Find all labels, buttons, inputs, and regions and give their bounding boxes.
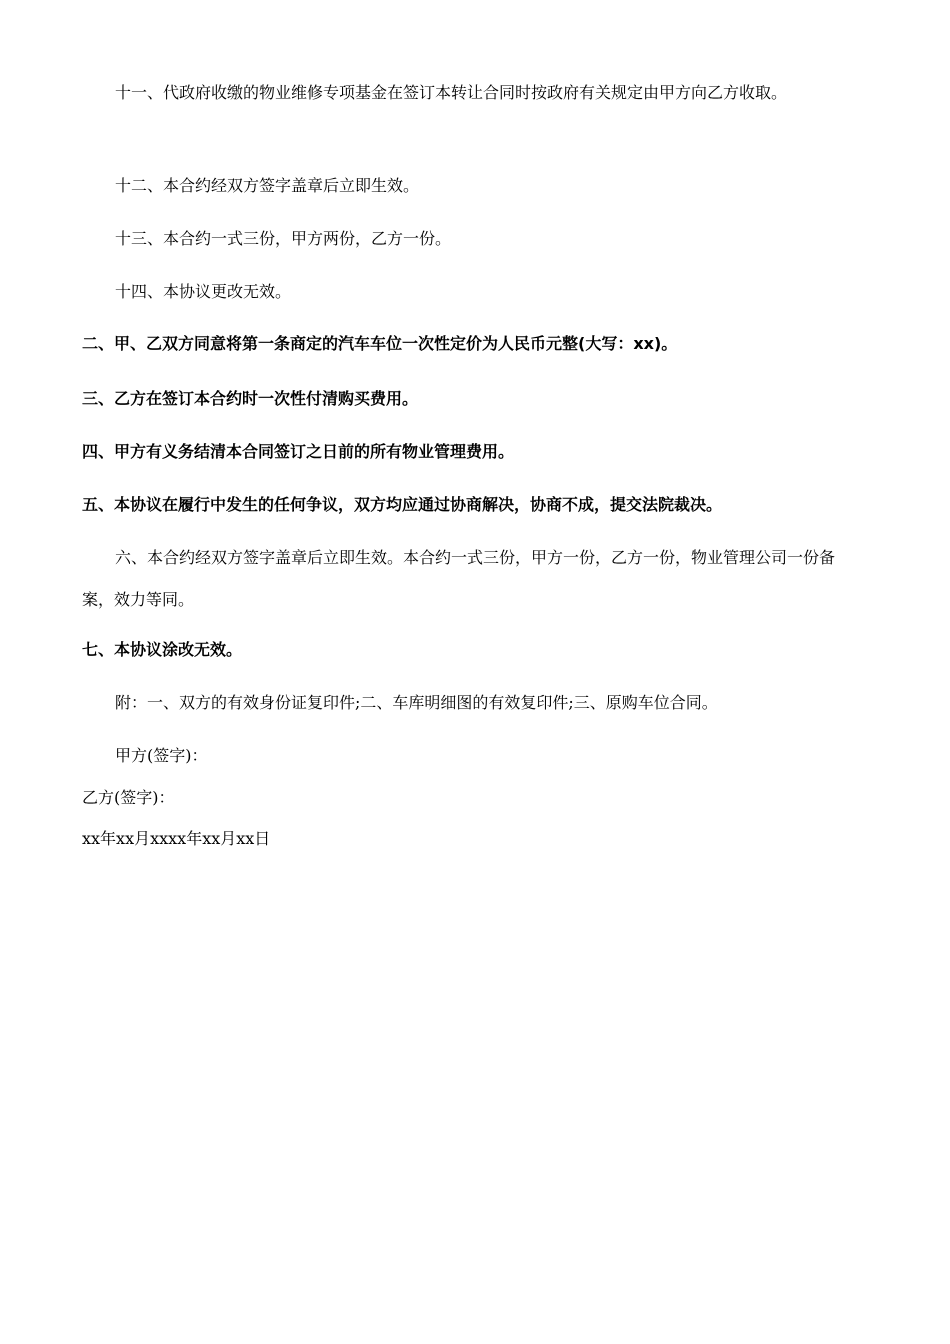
party-a-signature: 甲方(签字)： [115,746,208,765]
article-5: 五、本协议在履行中发生的任何争议，双方均应通过协商解决，协商不成，提交法院裁决。 [82,495,723,514]
article-2: 二、甲、乙双方同意将第一条商定的汽车车位一次性定价为人民币元整(大写：xx)。 [82,334,678,353]
clause-14: 十四、本协议更改无效。 [115,282,292,301]
clause-11: 十一、代政府收缴的物业维修专项基金在签订本转让合同时按政府有关规定由甲方向乙方收取。 [115,83,788,102]
attachments-note: 附：一、双方的有效身份证复印件;二、车库明细图的有效复印件;三、原购车位合同。 [115,693,718,712]
article-7: 七、本协议涂改无效。 [82,640,243,659]
signature-date: xx年xx月xxxx年xx月xx日 [82,829,271,848]
article-6: 六、本合约经双方签字盖章后立即生效。本合约一式三份，甲方一份，乙方一份，物业管理公司一份备案，效力等同。 [82,548,836,609]
party-b-signature: 乙方(签字)： [82,788,175,807]
article-3: 三、乙方在签订本合约时一次性付清购买费用。 [82,389,419,408]
clause-12: 十二、本合约经双方签字盖章后立即生效。 [115,176,420,195]
clause-13: 十三、本合约一式三份，甲方两份，乙方一份。 [115,229,452,248]
article-4: 四、甲方有义务结清本合同签订之日前的所有物业管理费用。 [82,442,515,461]
